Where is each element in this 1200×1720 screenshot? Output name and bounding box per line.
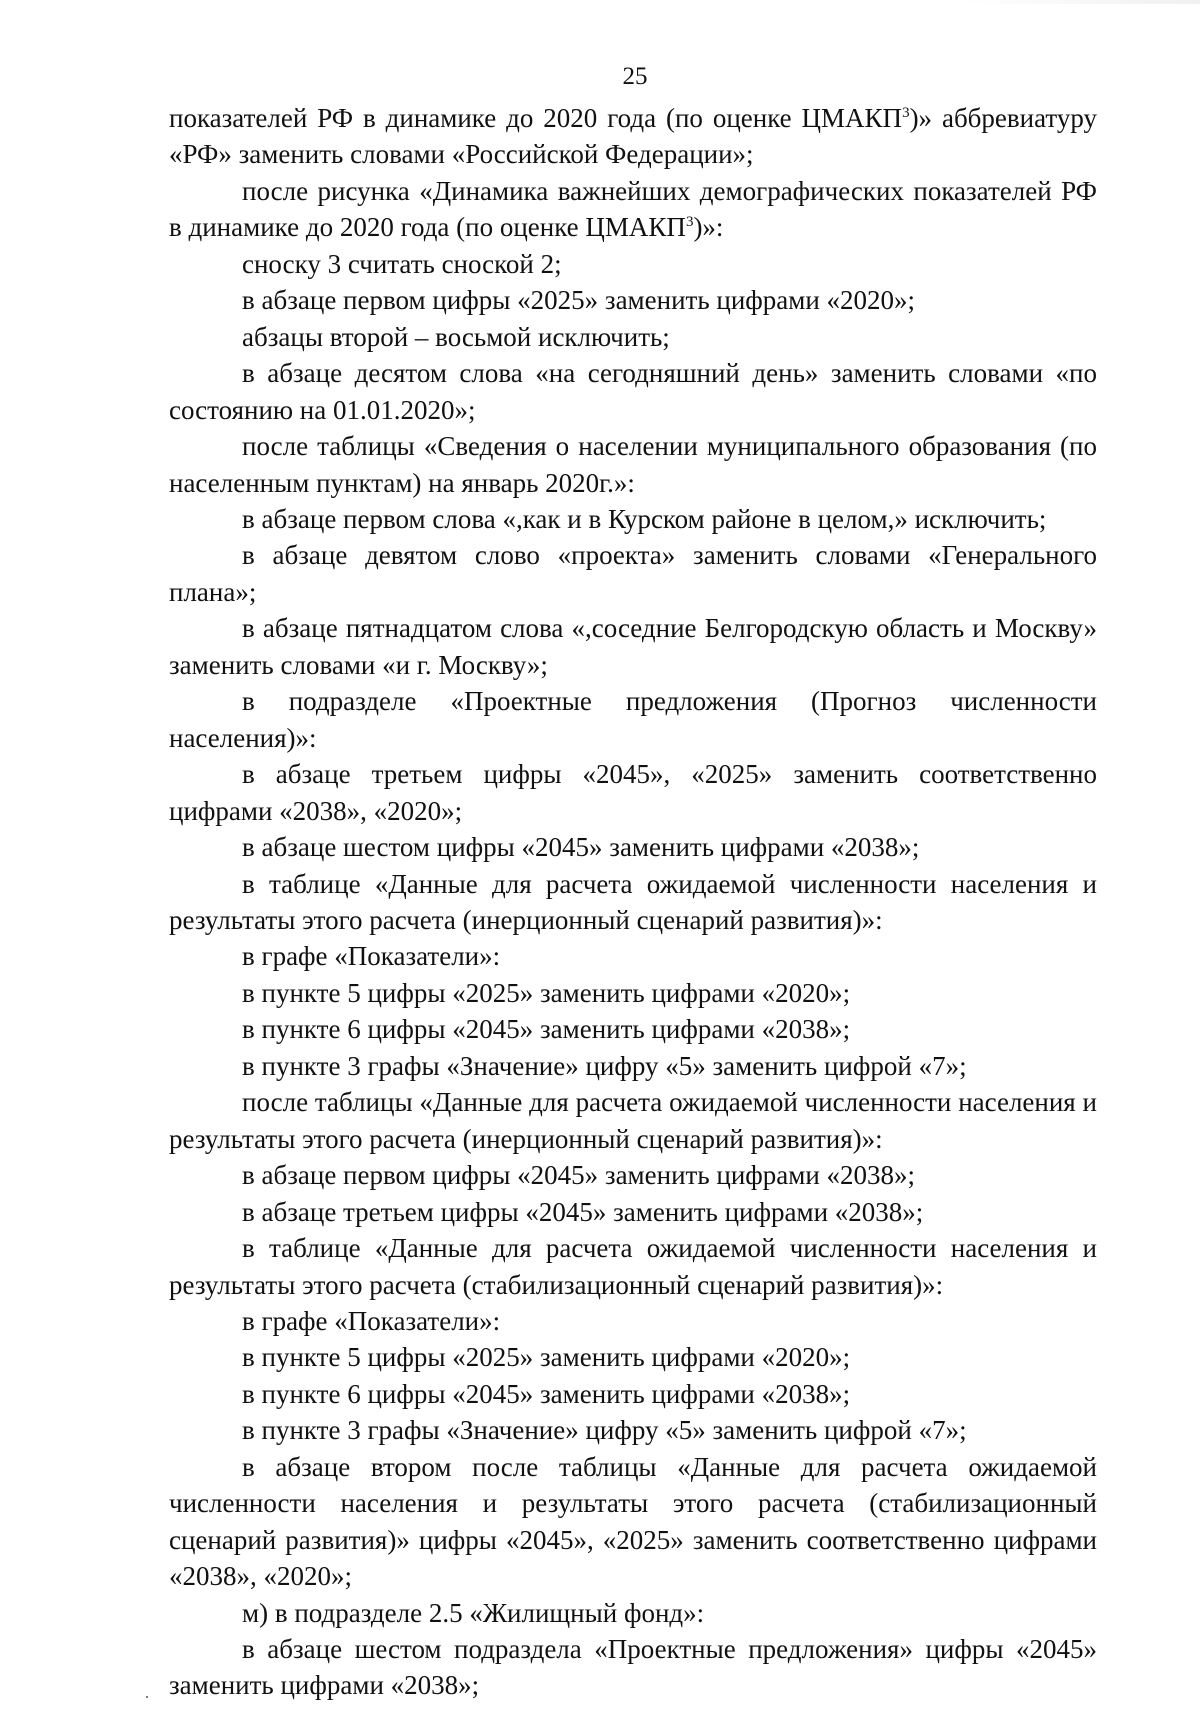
paragraph-21: в абзаце третьем цифры «2045» заменить цифрами «2038»;: [242, 1196, 924, 1227]
paragraph-2: [169, 173, 1097, 246]
paragraph-11: в подразделе «Проектные предложения (Прогноз численности населения)»:: [169, 686, 1097, 753]
paragraph-5: абзацы второй – восьмой исключить;: [242, 321, 670, 352]
paragraph-22: в таблице «Данные для расчета ожидаемой численности населения и результаты этого расчета (стабилизационный сценарий развития)»:: [169, 1233, 1097, 1300]
paragraph-3: сноску 3 считать сноской 2;: [242, 248, 562, 279]
paragraph-24: в пункте 5 цифры «2025» заменить цифрами «2020»;: [242, 1342, 851, 1373]
paragraph-7: после таблицы «Сведения о населении муниципального образования (по населенным пунктам) на январь 2020г.»:: [169, 431, 1097, 498]
paragraph-2-end: )»:: [693, 212, 724, 243]
paragraph-23: в графе «Показатели»:: [242, 1305, 501, 1336]
footnote-ref-3: 3: [685, 214, 694, 231]
paragraph-9: в абзаце девятом слово «проекта» заменить словами «Генерального плана»;: [169, 540, 1097, 607]
paragraph-1: [169, 100, 1097, 173]
document-body: [169, 100, 1097, 1704]
scan-speck-artifact: [146, 1696, 148, 1698]
paragraph-29: в абзаце шестом подраздела «Проектные предложения» цифры «2045» заменить цифрами «2038»;: [169, 1634, 1097, 1701]
paragraph-16: в пункте 5 цифры «2025» заменить цифрами «2020»;: [242, 977, 851, 1008]
paragraph-10: в абзаце пятнадцатом слова «,соседние Белгородскую область и Москву» заменить словами «и г. Москву»;: [169, 613, 1097, 680]
paragraph-18: в пункте 3 графы «Значение» цифру «5» заменить цифрой «7»;: [242, 1050, 967, 1081]
paragraph-1-end: )» аббревиатуру «РФ» заменить словами «Российской Федерации»;: [169, 103, 1097, 170]
paragraph-6: в абзаце десятом слова «на сегодняшний день» заменить словами «по состоянию на 01.01.2020»;: [169, 358, 1097, 425]
paragraph-14: в таблице «Данные для расчета ожидаемой численности населения и результаты этого расчета (инерционный сценарий развития)»:: [169, 868, 1097, 935]
paragraph-4: в абзаце первом цифры «2025» заменить цифрами «2020»;: [242, 285, 916, 316]
paragraph-1-text: показателей РФ в динамике до 2020 года (по оценке ЦМАКП: [169, 103, 903, 133]
paragraph-13: в абзаце шестом цифры «2045» заменить цифрами «2038»;: [242, 832, 920, 863]
paragraph-8: в абзаце первом слова «,как и в Курском районе в целом,» исключить;: [242, 503, 1047, 534]
paragraph-25: в пункте 6 цифры «2045» заменить цифрами «2038»;: [242, 1378, 851, 1409]
paragraph-2-text: после рисунка «Динамика важнейших демографических показателей РФ в динамике до 2020 года (по оценке ЦМАКП: [169, 175, 1097, 243]
paragraph-27: в абзаце втором после таблицы «Данные для расчета ожидаемой численности населения и результаты этого расчета (стабилизационный сценарий развития)» цифры «2045», «2025» заменить соответственно цифрами «2038», «2020»;: [169, 1451, 1097, 1592]
paragraph-17: в пункте 6 цифры «2045» заменить цифрами «2038»;: [242, 1014, 851, 1045]
scan-edge-artifact: [960, 0, 1200, 4]
paragraph-28: м) в подразделе 2.5 «Жилищный фонд»:: [242, 1597, 705, 1628]
footnote-ref-3: 3: [902, 105, 910, 121]
paragraph-20: в абзаце первом цифры «2045» заменить цифрами «2038»;: [242, 1160, 916, 1191]
paragraph-26: в пункте 3 графы «Значение» цифру «5» заменить цифрой «7»;: [242, 1415, 967, 1446]
paragraph-19: после таблицы «Данные для расчета ожидаемой численности населения и результаты этого расчета (инерционный сценарий развития)»:: [169, 1087, 1097, 1154]
paragraph-15: в графе «Показатели»:: [242, 941, 501, 972]
paragraph-12: в абзаце третьем цифры «2045», «2025» заменить соответственно цифрами «2038», «2020»;: [169, 759, 1097, 826]
page-number: 25: [622, 63, 648, 90]
